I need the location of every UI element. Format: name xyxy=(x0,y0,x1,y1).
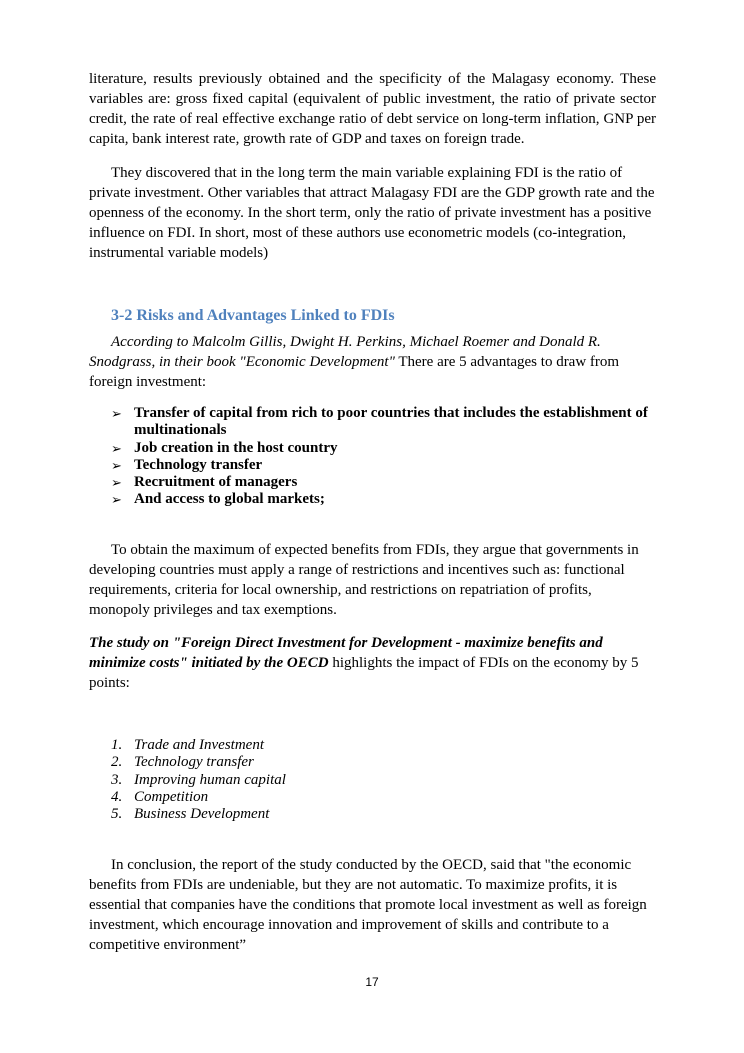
paragraph-variables: literature, results previously obtained and the specificity of the Malagasy economy. These variables are: gross fixed capital (equivalent of public investment, the ratio of private sector credit, the rate of real effective exchange ratio of debt service on long-term inflation, GNP per capita, bank interest rate, growth rate of GDP and taxes on foreign trade. xyxy=(89,71,656,147)
list-item xyxy=(111,474,656,491)
point-number: 2. xyxy=(111,754,123,771)
advantage-text: Technology transfer xyxy=(134,456,263,473)
advantages-list xyxy=(111,405,656,509)
advantage-text: And access to global markets; xyxy=(134,491,325,508)
list-item xyxy=(111,772,286,789)
list-item xyxy=(111,789,286,806)
section-heading: 3-2 Risks and Advantages Linked to FDIs xyxy=(111,307,395,324)
oecd-study-text: highlights the impact of FDIs on the economy by 5 points: xyxy=(89,655,639,691)
list-item xyxy=(111,405,656,440)
list-item xyxy=(111,457,656,474)
advantage-text: Recruitment of managers xyxy=(134,474,298,491)
point-text: Improving human capital xyxy=(134,771,286,788)
paragraph-findings: They discovered that in the long term the main variable explaining FDI is the ratio of private investment. Other variables that attract Malagasy FDI are the GDP growth rate and the openness of the economy. In the short term, only the ratio of private investment has a positive influence on FDI. In short, most of these authors use econometric models (co-integration, instrumental variable models) xyxy=(89,165,655,261)
point-text: Competition xyxy=(134,788,209,805)
list-item xyxy=(111,440,656,457)
arrow-bullet-icon: ➢ xyxy=(111,440,122,456)
paragraph-conclusion: In conclusion, the report of the study conducted by the OECD, said that "the economic benefits from FDIs are undeniable, but they are not automatic. To maximize profits, it is essential that companies have the conditions that promote local investment as well as foreign investment, which encourage innovation and improvement of skills and contribute to a competitive environment” xyxy=(89,857,647,953)
oecd-study-title: The study on "Foreign Direct Investment for Development - maximize benefits and minimize costs" initiated by the OECD xyxy=(89,635,603,671)
paragraph-restrictions: To obtain the maximum of expected benefits from FDIs, they argue that governments in developing countries must apply a range of restrictions and incentives such as: functional requirements, criteria for local ownership, and restrictions on repatriation of profits, monopoly privileges and tax exemptions. xyxy=(89,542,639,618)
paragraph-oecd-study xyxy=(89,633,656,693)
point-number: 1. xyxy=(111,737,123,753)
advantage-text: Job creation in the host country xyxy=(134,439,338,456)
point-number: 4. xyxy=(111,788,123,805)
arrow-bullet-icon: ➢ xyxy=(111,457,122,473)
advantage-text: Transfer of capital from rich to poor countries that includes the establishment of multinationals xyxy=(134,405,648,439)
point-text: Technology transfer xyxy=(134,754,254,771)
point-number: 3. xyxy=(111,771,123,788)
arrow-bullet-icon: ➢ xyxy=(111,406,122,421)
list-item xyxy=(111,737,286,754)
impact-points-list xyxy=(111,737,286,823)
advantages-intro-text: There are 5 advantages to draw from foreign investment: xyxy=(89,354,620,390)
list-item xyxy=(111,754,286,771)
list-item xyxy=(111,806,286,823)
arrow-bullet-icon: ➢ xyxy=(111,475,122,491)
point-text: Trade and Investment xyxy=(134,737,264,753)
book-citation: According to Malcolm Gillis, Dwight H. Perkins, Michael Roemer and Donald R. Snodgrass, in their book "Economic Development" xyxy=(89,334,601,370)
arrow-bullet-icon: ➢ xyxy=(111,492,122,508)
point-number: 5. xyxy=(111,806,123,823)
list-item xyxy=(111,491,656,508)
paragraph-advantages-intro xyxy=(89,332,656,392)
page-number: 17 xyxy=(365,975,379,989)
point-text: Business Development xyxy=(134,806,270,823)
